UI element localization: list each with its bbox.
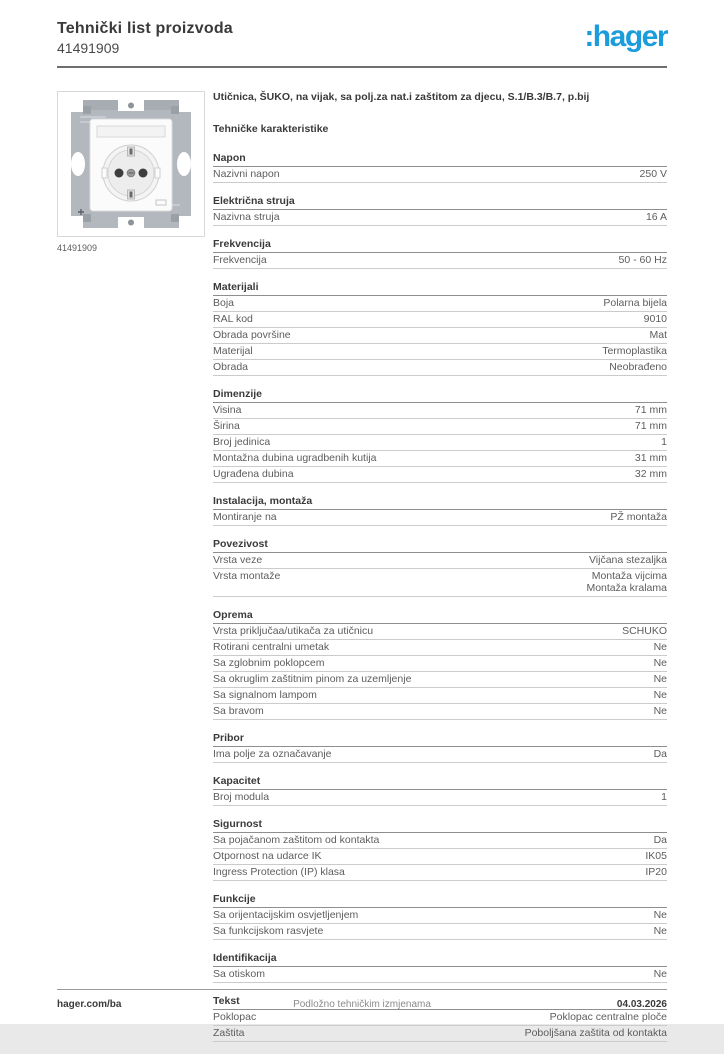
main-content [57,91,667,1054]
spec-value: Polarna bijela [603,297,667,309]
spec-label: Frekvencija [213,254,267,266]
spec-label: Ugrađena dubina [213,468,294,480]
spec-value: 50 - 60 Hz [618,254,667,266]
hager-logo: :hager [584,20,667,53]
spec-section [213,281,667,376]
section-title: Kapacitet [213,775,667,790]
spec-label: Rotirani centralni umetak [213,640,330,653]
spec-row [213,640,667,656]
spec-label: Broj jedinica [213,436,271,448]
spec-value: Ne [653,688,667,701]
spec-value: PŽ montaža [610,511,667,523]
spec-section [213,495,667,526]
spec-section [213,388,667,483]
spec-row [213,624,667,640]
section-title: Dimenzije [213,388,667,403]
spec-row [213,849,667,865]
spec-section [213,195,667,226]
spec-value: 16 A [645,211,667,223]
spec-row [213,553,667,569]
spec-row [213,967,667,983]
spec-section [213,152,667,183]
spec-value: Ne [653,656,667,669]
spec-label: Sa funkcijskom rasvjete [213,924,324,937]
spec-label: Montiranje na [213,511,277,523]
header-titles [57,20,233,56]
spec-row [213,908,667,924]
spec-value: 1 [661,790,667,803]
footer-website: hager.com/ba [57,999,122,1010]
spec-row [213,790,667,806]
section-title: Sigurnost [213,818,667,833]
spec-label: Zaštita [213,1026,245,1039]
section-title: Instalacija, montaža [213,495,667,510]
section-title: Oprema [213,609,667,624]
spec-value: Ne [653,704,667,717]
spec-row [213,569,667,597]
spec-row [213,510,667,526]
section-title: Materijali [213,281,667,296]
spec-row [213,312,667,328]
spec-label: Visina [213,404,242,416]
spec-value: Ne [653,967,667,980]
spec-sections [213,152,667,1042]
spec-value: Mat [649,329,667,341]
spec-label: Montažna dubina ugradbenih kutija [213,452,377,464]
spec-row [213,210,667,226]
spec-value: Da [653,747,667,760]
spec-value: Montaža vijcima Montaža kralama [586,570,667,594]
spec-label: Otpornost na udarce IK [213,849,322,862]
footer-disclaimer: Podložno tehničkim izmjenama [293,999,431,1010]
spec-value: 31 mm [634,452,667,464]
spec-label: Boja [213,297,235,309]
spec-row [213,451,667,467]
footer [57,989,667,1010]
spec-value: 250 V [639,168,667,180]
spec-value: 1 [661,436,667,448]
spec-row [213,747,667,763]
spec-value: Ne [653,924,667,937]
spec-label: Širina [213,420,240,432]
spec-label: Sa okruglim zaštitnim pinom za uzemljenje [213,672,412,685]
spec-value: 71 mm [634,420,667,432]
product-image-column [57,91,205,1054]
spec-value: Termoplastika [602,345,667,357]
spec-label: Broj modula [213,790,270,803]
page-title: Tehnički list proizvoda [57,20,233,37]
spec-label: Nazivna struja [213,211,280,223]
spec-label: Poklopac [213,1010,257,1023]
spec-label: Sa orijentacijskim osvjetljenjem [213,908,359,921]
section-title: Napon [213,152,667,167]
product-number: 41491909 [57,40,120,56]
spec-section [213,609,667,720]
section-title: Električna struja [213,195,667,210]
section-title: Tekst [213,995,667,1010]
spec-row [213,344,667,360]
spec-section [213,818,667,881]
spec-section [213,893,667,940]
spec-value: Ne [653,640,667,653]
spec-row [213,467,667,483]
spec-label: Sa otiskom [213,967,265,980]
spec-label: Sa pojačanom zaštitom od kontakta [213,833,380,846]
spec-row [213,833,667,849]
spec-column [213,91,667,1054]
spec-label: Sa bravom [213,704,264,717]
spec-value: Neobrađeno [609,361,667,373]
spec-label: RAL kod [213,313,253,325]
spec-section [213,952,667,983]
spec-value: IK05 [645,849,667,862]
product-image-caption: 41491909 [57,243,98,253]
spec-value: 32 mm [634,468,667,480]
spec-row [213,296,667,312]
spec-value: IP20 [645,865,667,878]
section-title: Frekvencija [213,238,667,253]
spec-label: Vrsta priključaa/utikača za utičnicu [213,624,374,637]
section-title: Identifikacija [213,952,667,967]
spec-row [213,1026,667,1042]
spec-row [213,403,667,419]
spec-label: Sa signalnom lampom [213,688,317,701]
spec-row [213,1010,667,1026]
spec-row [213,688,667,704]
footer-divider [57,989,667,990]
spec-row [213,419,667,435]
spec-row [213,656,667,672]
spec-row [213,167,667,183]
spec-value: Ne [653,908,667,921]
spec-section [213,238,667,269]
schuko-socket-illustration [58,92,204,236]
spec-value: 71 mm [634,404,667,416]
spec-label: Obrada površine [213,329,291,341]
spec-row [213,360,667,376]
spec-section [213,732,667,763]
spec-section [213,775,667,806]
spec-value: Vijčana stezaljka [588,554,667,566]
spec-value: Ne [653,672,667,685]
spec-row [213,704,667,720]
spec-section [213,538,667,597]
spec-label: Materijal [213,345,253,357]
spec-value: SCHUKO [622,624,667,637]
spec-label: Vrsta veze [213,554,263,566]
spec-label: Ingress Protection (IP) klasa [213,865,345,878]
spec-row [213,253,667,269]
spec-row [213,328,667,344]
spec-row [213,435,667,451]
header [57,20,667,56]
spec-label: Vrsta montaže [213,570,281,582]
spec-label: Obrada [213,361,249,373]
spec-value: Poklopac centralne ploče [549,1010,667,1023]
spec-label: Nazivni napon [213,168,280,180]
section-title: Pribor [213,732,667,747]
section-title: Povezivost [213,538,667,553]
spec-value: Da [653,833,667,846]
section-title: Funkcije [213,893,667,908]
spec-value: 9010 [643,313,667,325]
spec-label: Sa zglobnim poklopcem [213,656,325,669]
product-description: Utičnica, ŠUKO, na vijak, sa polj.za nat.i zaštitom za djecu, S.1/B.3/B.7, p.bij [213,91,590,103]
footer-date: 04.03.2026 [616,999,667,1010]
spec-row [213,672,667,688]
product-image [57,91,205,237]
spec-label: Ima polje za označavanje [213,747,332,760]
tech-characteristics-heading: Tehničke karakteristike [213,123,329,135]
spec-row [213,924,667,940]
spec-row [213,865,667,881]
header-divider [57,66,667,68]
footer-row [57,999,667,1010]
spec-value: Poboljšana zaštita od kontakta [524,1026,667,1039]
